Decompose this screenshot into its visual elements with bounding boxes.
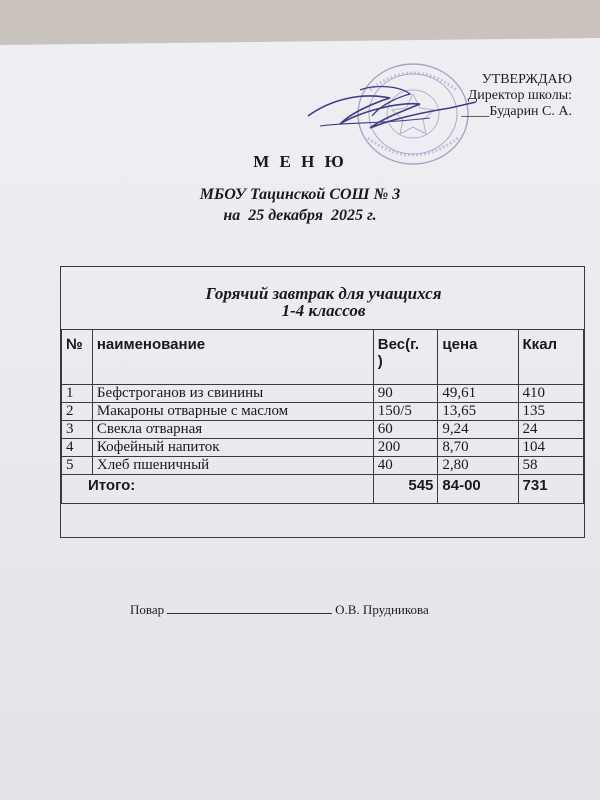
cell-name: Макароны отварные с маслом xyxy=(92,403,373,421)
approval-title: УТВЕРЖДАЮ xyxy=(481,72,572,87)
menu-table-frame xyxy=(60,266,585,538)
cook-name: О.В. Прудникова xyxy=(335,602,429,617)
cell-number: 1 xyxy=(62,385,93,403)
cell-price: 49,61 xyxy=(438,385,518,403)
total-label: Итого: xyxy=(62,475,374,504)
col-header-number: № xyxy=(62,330,93,385)
total-weight: 545 xyxy=(373,475,438,504)
cell-weight: 40 xyxy=(373,457,438,475)
cell-number: 5 xyxy=(62,457,93,475)
cook-signature-blank xyxy=(167,601,332,614)
table-total-row xyxy=(62,475,584,504)
total-price: 84-00 xyxy=(438,475,518,504)
cell-weight: 90 xyxy=(373,385,438,403)
cell-kcal: 58 xyxy=(518,457,583,475)
cell-name: Бефстроганов из свинины xyxy=(92,385,373,403)
col-header-weight-line1: Вес(г. xyxy=(377,336,419,353)
cell-price: 8,70 xyxy=(438,439,518,457)
col-header-weight xyxy=(373,330,438,385)
cell-number: 4 xyxy=(62,439,93,457)
col-header-name: наименование xyxy=(92,330,373,385)
cook-signature-line xyxy=(130,601,429,618)
approval-block xyxy=(461,72,572,120)
col-header-weight-line2: ) xyxy=(377,353,383,370)
cook-label: Повар xyxy=(130,602,165,617)
cell-weight: 200 xyxy=(373,439,438,457)
total-kcal: 731 xyxy=(518,475,583,504)
approval-name-line: ____Бударин С. А. xyxy=(461,104,572,119)
cell-weight: 150/5 xyxy=(373,403,438,421)
cell-name: Хлеб пшеничный xyxy=(92,457,373,475)
menu-title: М Е Н Ю xyxy=(253,152,347,171)
table-row xyxy=(62,385,584,403)
cell-kcal: 24 xyxy=(518,421,583,439)
menu-date: на 25 декабря 2025 г. xyxy=(223,207,377,224)
cell-price: 9,24 xyxy=(438,421,518,439)
cell-kcal: 410 xyxy=(518,385,583,403)
meal-title-line2: 1-4 классов xyxy=(281,301,366,320)
approval-name: Бударин С. А. xyxy=(489,104,572,119)
meal-title xyxy=(61,285,586,319)
cell-name: Свекла отварная xyxy=(92,421,373,439)
cell-price: 13,65 xyxy=(438,403,518,421)
menu-table xyxy=(61,329,584,504)
table-row xyxy=(62,439,584,457)
col-header-price: цена xyxy=(438,330,518,385)
table-row xyxy=(62,421,584,439)
table-row xyxy=(62,457,584,475)
cell-number: 3 xyxy=(62,421,93,439)
cell-number: 2 xyxy=(62,403,93,421)
cell-kcal: 104 xyxy=(518,439,583,457)
cell-kcal: 135 xyxy=(518,403,583,421)
table-row xyxy=(62,403,584,421)
approval-position: Директор школы: xyxy=(467,88,572,103)
col-header-kcal: Ккал xyxy=(518,330,583,385)
meal-title-line1: Горячий завтрак для учащихся xyxy=(205,284,442,303)
cell-name: Кофейный напиток xyxy=(92,439,373,457)
director-signature xyxy=(300,82,480,142)
cell-price: 2,80 xyxy=(438,457,518,475)
table-header-row xyxy=(62,330,584,385)
school-name: МБОУ Тацинской СОШ № 3 xyxy=(199,186,401,203)
cell-weight: 60 xyxy=(373,421,438,439)
